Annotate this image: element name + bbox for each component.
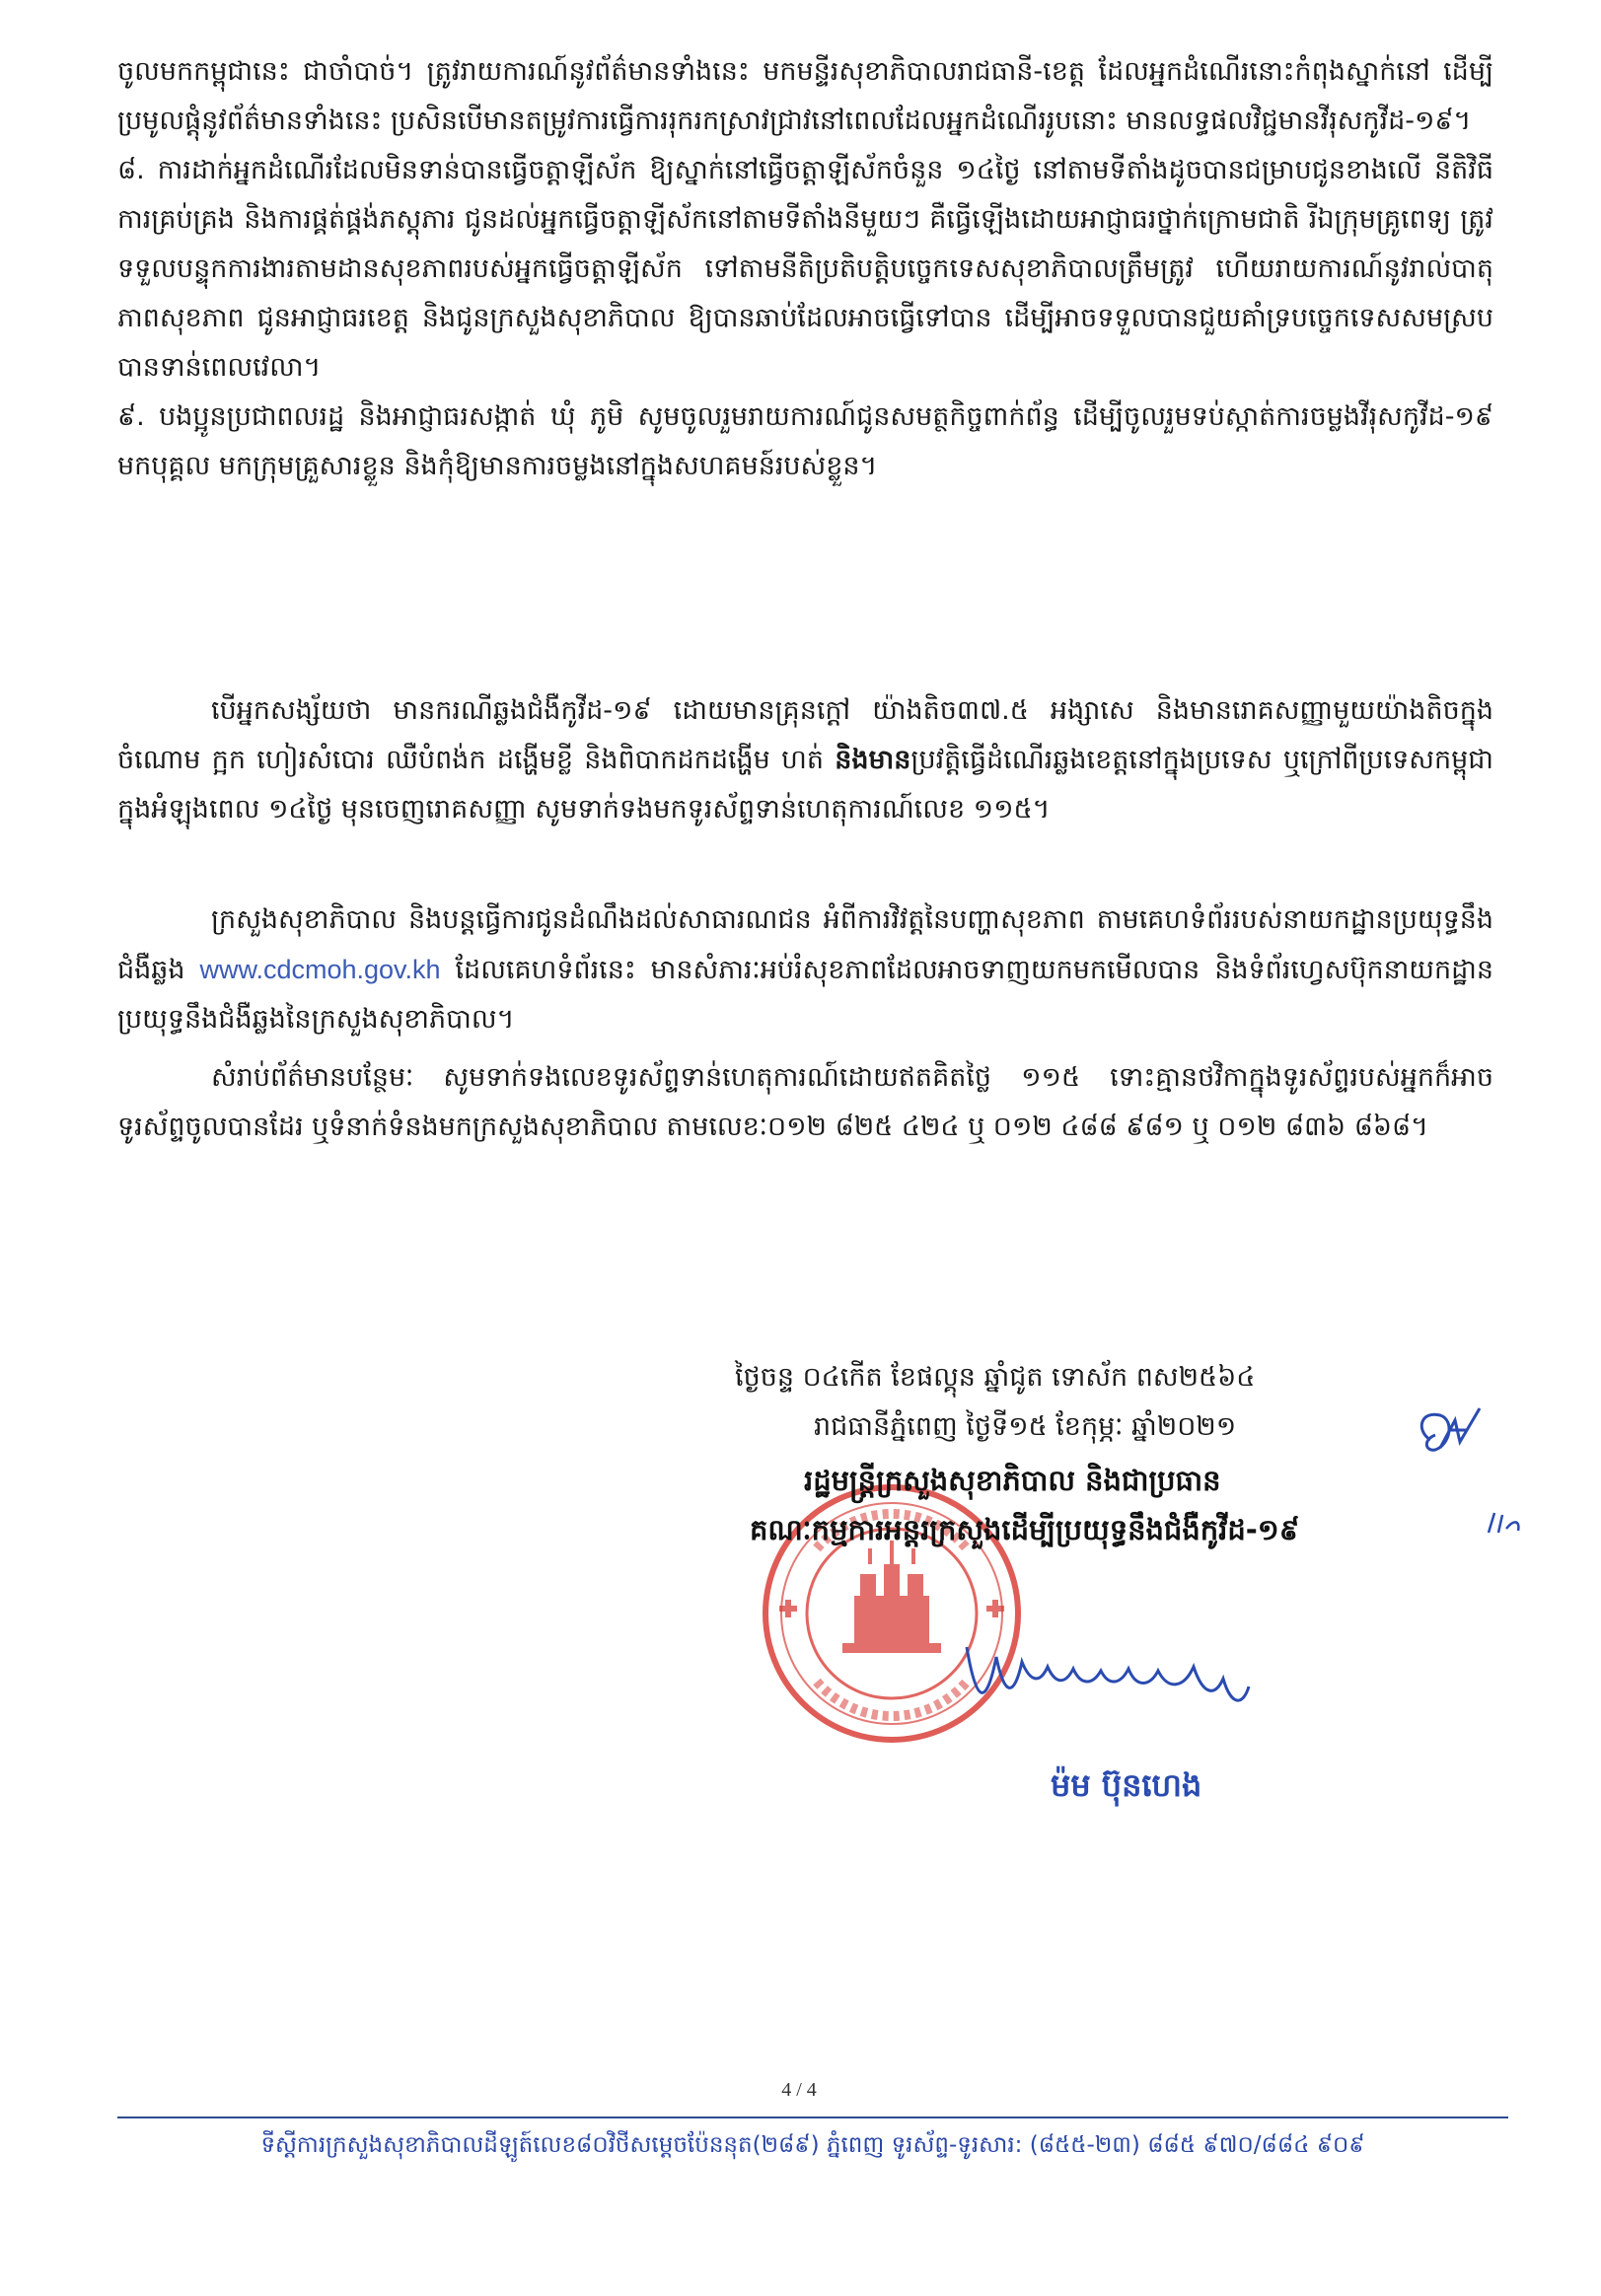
page-number: 4 / 4 (781, 2079, 817, 2101)
body-text-upper (117, 47, 1493, 491)
signer-title-line-2: គណៈកម្មការអន្តរក្រសួងដើម្បីប្រយុទ្ធនឹងជំងឺកូវីដ-១៩ (750, 1513, 1300, 1546)
website-link[interactable]: www.cdcmoh.gov.kh (199, 955, 441, 984)
date-block (735, 1353, 1465, 1452)
info-paragraph: សំរាប់ព័ត៌មានបន្ថែមៈ សូមទាក់ទងលេខទូរស័ព្ទទាន់ហេតុការណ៍ដោយឥតគិតថ្លៃ ១១៥ ទោះគ្មានថវិកាក្នុងទូរស័ព្ទរបស់អ្នកក៏អាចទូរស័ព្ទចូលបានដែរ ឬទំនាក់ទំនងមកក្រសួងសុខាភិបាល តាមលេខៈ០១២ ៨២៥ ៤២៤ ឬ ០១២ ៤៨៨ ៩៨១ ឬ ០១២ ៨៣៦ ៨៦៨។ (117, 1062, 1493, 1142)
suspect-text-bold: និងមាន (835, 745, 911, 775)
signer-name: ម៉ម ប៊ុនហេង (1051, 1766, 1202, 1804)
lunar-date: ថ្ងៃចន្ទ ០៤កើត ខែផល្គុន ឆ្នាំជូត ទោស័ក ពស២៥៦៤ (735, 1362, 1256, 1393)
suspect-text-a: បើអ្នកសង្ស័យថា មានករណីឆ្លងជំងឺកូវីដ-១៩ ដោយមានគ្រុនក្តៅ យ៉ាងតិច៣៧.៥ អង្សាសេ និងមានរោគសញ្ញាមួយយ៉ាងតិចក្នុងចំណោម ក្អក ហៀរសំបោរ ឈឺបំពង់ក ដង្ហើមខ្លី និងពិបាកដកដង្ហើម ហត់ (117, 695, 1493, 775)
handwritten-signature-icon (957, 1627, 1253, 1716)
continued-paragraph: ចូលមកកម្ពុជានេះ ជាចាំបាច់។ ត្រូវរាយការណ៍នូវព័ត៌មានទាំងនេះ មកមន្ទីរសុខាភិបាលរាជធានី-ខេត្ត ដែលអ្នកដំណើរនោះកំពុងស្នាក់នៅ ដើម្បីប្រមូលផ្តុំនូវព័ត៌មានទាំងនេះ ប្រសិនបើមានតម្រូវការធ្វើការរុករកស្រាវជ្រាវនៅពេលដែលអ្នកដំណើររូបនោះ មានលទ្ធផលវិជ្ជមានវីរុសកូវីដ-១៩។ (117, 56, 1493, 136)
footer-address: ទីស្តីការក្រសួងសុខាភិបាលដីឡូត៍លេខ៨០វិថីសម្តេចប៉ែននុត(២៨៩) ភ្នំពេញ ទូរស័ព្ទ-ទូរសារ: (៨៥៥-២៣) ៨៨៥ ៩៧០/៨៨៤ ៩០៩ (260, 2132, 1365, 2158)
footer-divider (117, 2117, 1508, 2118)
civil-date: រាជធានីភ្នំពេញ ថ្ងៃទី១៥ ខែកុម្ភៈ ឆ្នាំ២០២១ (814, 1411, 1237, 1442)
body-text-ministry (117, 896, 1493, 1044)
body-text-info (117, 1053, 1493, 1152)
item-9-paragraph: ៩. បងប្អូនប្រជាពលរដ្ឋ និងអាជ្ញាធរសង្កាត់ ឃុំ ភូមិ សូមចូលរួមរាយការណ៍ជូនសមត្ថកិច្ចពាក់ព័ន្ធ ដើម្បីចូលរួមទប់ស្កាត់ការចម្លងវីរុសកូវីដ-១៩ មកបុគ្គល មកក្រុមគ្រួសារខ្លួន និងកុំឱ្យមានការចម្លងនៅក្នុងសហគមន៍របស់ខ្លួន។ (117, 401, 1493, 481)
body-text-suspect (117, 686, 1493, 834)
ministry-paragraph (117, 896, 1493, 1044)
signer-title-line-1: រដ្ឋមន្ត្រីក្រសួងសុខាភិបាល និងជាប្រធាន (804, 1464, 1221, 1497)
suspect-paragraph (117, 686, 1493, 834)
suspect-text-b: ប្រវត្តិធ្វើដំណើរឆ្លងខេត្តនៅក្នុងប្រទេស ឬក្រៅពីប្រទេសកម្ពុជាក្នុងអំឡុងពេល ១៤ថ្ងៃ មុនចេញរោគសញ្ញា សូមទាក់ទងមកទូរស័ព្ទទាន់ហេតុការណ៍លេខ ១១៥។ (117, 745, 1494, 825)
handwritten-mark-icon (1485, 1509, 1524, 1537)
handwritten-initials-icon (1411, 1400, 1499, 1470)
ministry-text-a: ក្រសួងសុខាភិបាល និងបន្តធ្វើការជូនដំណឹងដល់សាធារណជន អំពីការវិវត្តនៃបញ្ហាសុខភាព តាមគេហទំព័ររបស់នាយកដ្ឋានប្រយុទ្ធនឹងជំងឺឆ្លង (117, 904, 1493, 985)
ministry-text-b: ដែលគេហទំព័រនេះ មានសំភារៈអប់រំសុខភាពដែលអាចទាញយកមកមើលបាន និងទំព័រហ្វេសប៊ុកនាយកដ្ឋានប្រយុទ្ធនឹងជំងឺឆ្លងនៃក្រសួងសុខាភិបាល។ (117, 955, 1494, 1035)
item-8-paragraph: ៨. ការដាក់អ្នកដំណើរដែលមិនទាន់បានធ្វើចត្តាឡីស័ក ឱ្យស្នាក់នៅធ្វើចត្តាឡីស័កចំនួន ១៤ថ្ងៃ នៅតាមទីតាំងដូចបានជម្រាបជូនខាងលើ នីតិវិធី ការគ្រប់គ្រង និងការផ្គត់ផ្គង់ភស្តុភារ ជូនដល់អ្នកធ្វើចត្តាឡីស័កនៅតាមទីតាំងនីមួយៗ គឺធ្វើឡើងដោយអាជ្ញាធរថ្នាក់ក្រោមជាតិ រីឯក្រុមគ្រូពេទ្យ ត្រូវទទួលបន្ទុកការងារតាមដានសុខភាពរបស់អ្នកធ្វើចត្តាឡីស័ក ទៅតាមនីតិប្រតិបត្តិបច្ចេកទេសសុខាភិបាលត្រឹមត្រូវ ហើយរាយការណ៍នូវរាល់បាតុភាពសុខភាព ជូនអាជ្ញាធរខេត្ត និងជូនក្រសួងសុខាភិបាល ឱ្យបានឆាប់ដែលអាចធ្វើទៅបាន ដើម្បីអាចទទួលបានជួយគាំទ្របច្ចេកទេសសមស្របបានទាន់ពេលវេលា។ (117, 155, 1493, 383)
